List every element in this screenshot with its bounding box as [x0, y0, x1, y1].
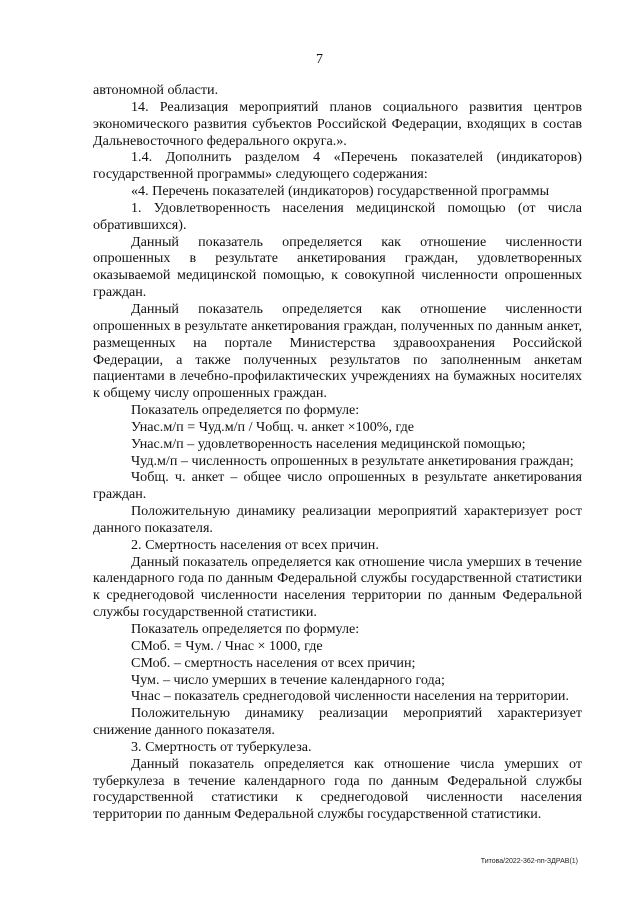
indicator-2-title: 2. Смертность населения от всех причин. [131, 536, 379, 553]
indicator-3-definition: Данный показатель определяется как отношение числа умерших от туберкулеза в течение календарного года по данным Федеральной службы государственной статистики к среднегодовой численности населения территории по данным Федеральной службы государственной статистики. [93, 755, 582, 823]
indicator-1-definition-2: Данный показатель определяется как отношение численности опрошенных в результате анкетирования граждан, полученных по данным анкет, размещенных на портале Министерства здравоохранения Российской Федерации, а также полученных результатов по заполненным анкетам пациентами в лечебно-профилактических учреждениях на бумажных носителях к общему числу опрошенных граждан. [93, 300, 582, 402]
formula-1-term-3: Чобщ. ч. анкет – общее число опрошенных в результате анкетирования граждан. [93, 469, 582, 503]
section-heading: «4. Перечень показателей (индикаторов) государственной программы [131, 183, 550, 200]
footer-document-id: Титова/2022-362-пп-ЗДРАВ(1) [480, 858, 578, 865]
formula-2-term-3: Чнас – показатель среднегодовой численности населения на территории. [131, 688, 569, 705]
indicator-1-dynamics: Положительную динамику реализации мероприятий характеризует рост данного показателя. [93, 503, 582, 536]
formula-intro: Показатель определяется по формуле: [131, 402, 360, 419]
page-number: 7 [316, 52, 323, 67]
formula-intro-2: Показатель определяется по формуле: [131, 621, 360, 637]
indicator-1-title: 1. Удовлетворенность населения медицинской помощью (от числа обратившихся). [93, 199, 582, 233]
indicator-1-definition: Данный показатель определяется как отношение численности опрошенных в результате анкетирования граждан, удовлетворенных оказываемой медицинской помощью, к совокупной численности опрошенных граждан. [93, 233, 582, 301]
paragraph-continuation: автономной области. [93, 82, 219, 98]
formula-2: СМоб. = Чум. / Чнас × 1000, где [131, 637, 323, 654]
formula-1-term-2: Чуд.м/п – численность опрошенных в результате анкетирования граждан; [131, 452, 574, 469]
formula-1-term-1: Унас.м/п – удовлетворенность населения медицинской помощью; [131, 435, 526, 452]
formula-1: Унас.м/п = Чуд.м/п / Чобщ. ч. анкет ×100%, где [131, 418, 415, 435]
indicator-2-dynamics: Положительную динамику реализации мероприятий характеризует снижение данного показателя. [93, 705, 582, 739]
paragraph-amendment-1-4: 1.4. Дополнить разделом 4 «Перечень показателей (индикаторов) государственной программы» следующего содержания: [93, 149, 582, 183]
paragraph-item-14: 14. Реализация мероприятий планов социального развития центров экономического развития субъектов Российской Федерации, входящих в состав Дальневосточного федерального округа.». [93, 98, 582, 149]
document-body [93, 82, 582, 823]
indicator-2-definition: Данный показатель определяется как отношение числа умерших в течение календарного года по данным Федеральной службы государственной статистики к среднегодовой численности населения территории по данным Федеральной службы государственной статистики. [93, 553, 582, 621]
formula-2-term-1: СМоб. – смертность населения от всех причин; [131, 654, 416, 671]
formula-2-term-2: Чум. – число умерших в течение календарного года; [131, 671, 445, 688]
indicator-3-title: 3. Смертность от туберкулеза. [131, 738, 312, 755]
